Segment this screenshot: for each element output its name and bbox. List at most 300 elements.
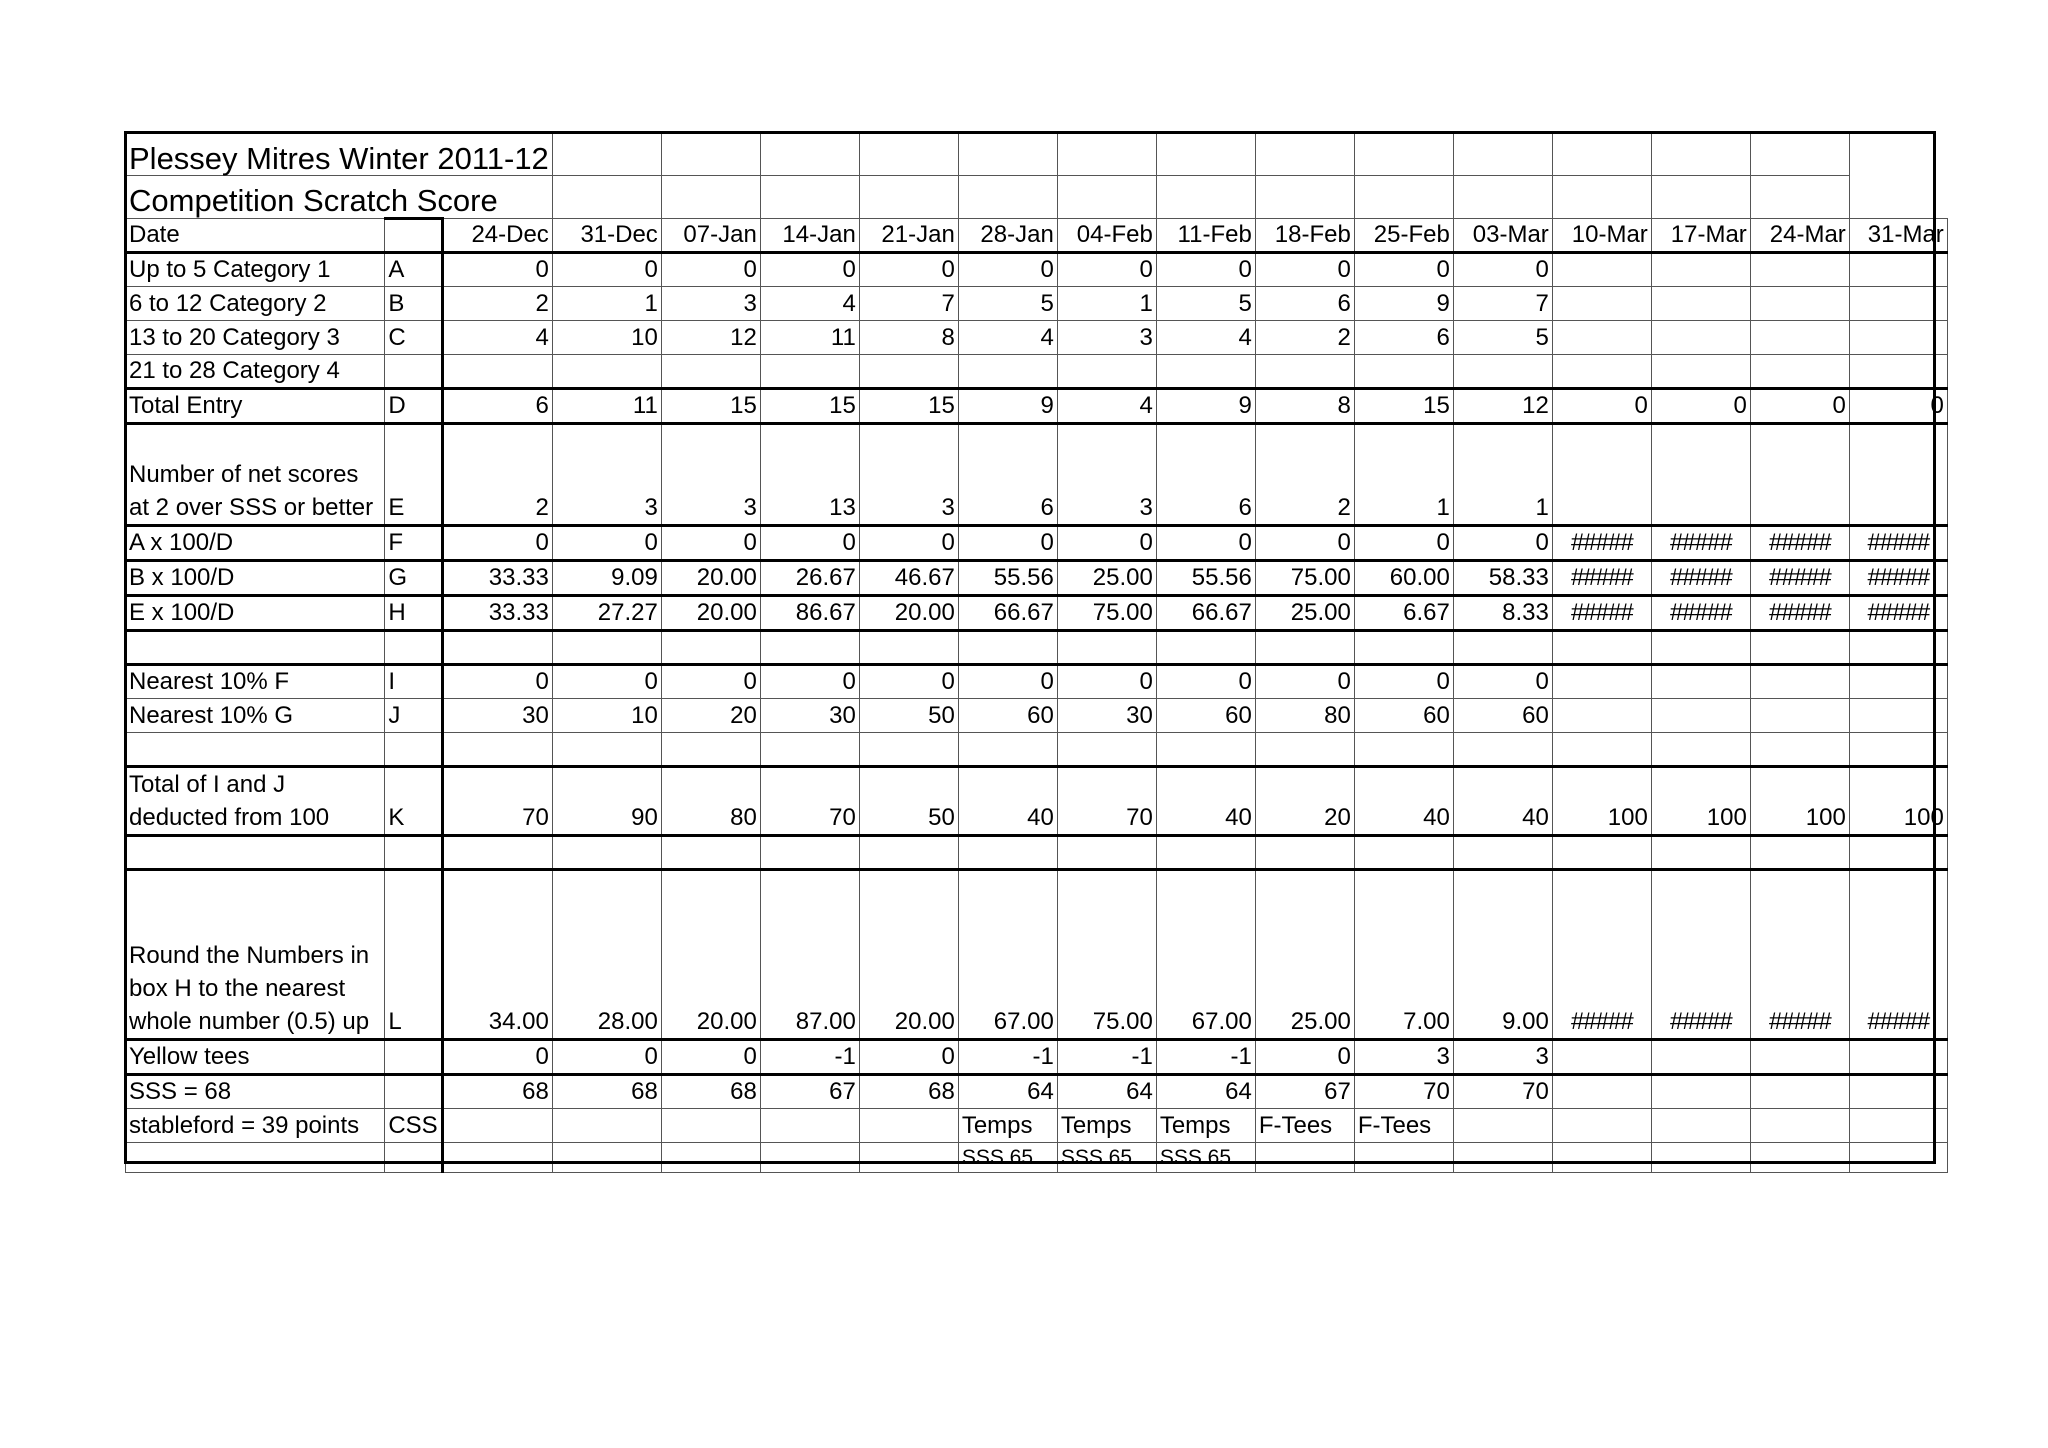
cell xyxy=(1354,176,1453,219)
row-h xyxy=(126,596,1948,631)
sheet-title: Plessey Mitres Winter 2011-12 xyxy=(126,133,553,176)
value-cell: 0 xyxy=(1651,389,1750,424)
value-cell: Temps xyxy=(1156,1109,1255,1143)
date-label: Date xyxy=(126,219,385,253)
value-cell: 0 xyxy=(958,665,1057,699)
value-cell: 67 xyxy=(1255,1075,1354,1109)
value-cell: 67.00 xyxy=(958,870,1057,1040)
value-cell xyxy=(760,355,859,389)
value-cell: 0 xyxy=(1255,665,1354,699)
row-code xyxy=(385,1040,443,1075)
value-cell: 30 xyxy=(1057,699,1156,733)
value-cell: 2 xyxy=(1255,321,1354,355)
value-cell: 0 xyxy=(661,665,760,699)
value-cell: 7 xyxy=(1453,287,1552,321)
value-cell: ##### xyxy=(1651,870,1750,1040)
value-cell xyxy=(1651,733,1750,767)
value-cell xyxy=(1453,1109,1552,1143)
value-cell xyxy=(1849,665,1947,699)
cell xyxy=(1453,176,1552,219)
cell xyxy=(1750,133,1849,176)
date-header: 07-Jan xyxy=(661,219,760,253)
value-cell xyxy=(1849,321,1947,355)
value-cell: 0 xyxy=(1255,1040,1354,1075)
value-cell xyxy=(1750,287,1849,321)
value-cell: 68 xyxy=(552,1075,661,1109)
value-cell xyxy=(760,1143,859,1173)
value-cell: 0 xyxy=(1057,253,1156,287)
value-cell: ##### xyxy=(1849,561,1947,596)
value-cell xyxy=(1651,1143,1750,1173)
value-cell xyxy=(1651,1040,1750,1075)
value-cell: 60 xyxy=(1354,699,1453,733)
value-cell: F-Tees xyxy=(1354,1109,1453,1143)
value-cell: 0 xyxy=(552,253,661,287)
value-cell: ##### xyxy=(1750,561,1849,596)
value-cell xyxy=(1849,1040,1947,1075)
value-cell: 86.67 xyxy=(760,596,859,631)
row-code xyxy=(385,1143,443,1173)
row-j xyxy=(126,699,1948,733)
sheet-subtitle: Competition Scratch Score xyxy=(126,176,553,219)
value-cell: 0 xyxy=(859,253,958,287)
value-cell: 0 xyxy=(958,253,1057,287)
value-cell xyxy=(552,1143,661,1173)
value-cell: 5 xyxy=(958,287,1057,321)
value-cell: 0 xyxy=(661,1040,760,1075)
value-cell: 70 xyxy=(1453,1075,1552,1109)
date-header: 18-Feb xyxy=(1255,219,1354,253)
row-label: 13 to 20 Category 3 xyxy=(126,321,385,355)
row-code xyxy=(385,733,443,767)
value-cell: 6 xyxy=(1354,321,1453,355)
cell xyxy=(552,133,661,176)
value-cell: 0 xyxy=(552,1040,661,1075)
value-cell: 3 xyxy=(661,287,760,321)
value-cell: 1 xyxy=(1354,424,1453,526)
value-cell xyxy=(1057,355,1156,389)
value-cell xyxy=(958,733,1057,767)
value-cell: 75.00 xyxy=(1057,870,1156,1040)
value-cell xyxy=(1750,1109,1849,1143)
value-cell xyxy=(1354,355,1453,389)
row-a xyxy=(126,253,1948,287)
value-cell xyxy=(1750,355,1849,389)
value-cell: 40 xyxy=(1354,767,1453,836)
value-cell: 4 xyxy=(443,321,552,355)
value-cell: 8 xyxy=(859,321,958,355)
value-cell: 70 xyxy=(443,767,552,836)
row-g xyxy=(126,561,1948,596)
value-cell: 20.00 xyxy=(859,870,958,1040)
value-cell: 0 xyxy=(859,1040,958,1075)
value-cell xyxy=(1552,1075,1651,1109)
value-cell: 2 xyxy=(443,424,552,526)
value-cell: 4 xyxy=(1156,321,1255,355)
value-cell: 0 xyxy=(1354,253,1453,287)
value-cell xyxy=(1849,355,1947,389)
value-cell: 0 xyxy=(1354,526,1453,561)
value-cell: 25.00 xyxy=(1255,870,1354,1040)
value-cell: 11 xyxy=(760,321,859,355)
value-cell: 6 xyxy=(443,389,552,424)
value-cell xyxy=(1354,836,1453,870)
value-cell: 46.67 xyxy=(859,561,958,596)
row-label: SSS = 68 xyxy=(126,1075,385,1109)
cell xyxy=(1255,176,1354,219)
value-cell: 0 xyxy=(1156,526,1255,561)
value-cell: 0 xyxy=(1750,389,1849,424)
value-cell: 60 xyxy=(1453,699,1552,733)
value-cell: ##### xyxy=(1651,526,1750,561)
date-header: 17-Mar xyxy=(1651,219,1750,253)
value-cell xyxy=(958,836,1057,870)
value-cell xyxy=(1849,836,1947,870)
row-code: K xyxy=(385,767,443,836)
value-cell: 0 xyxy=(859,665,958,699)
value-cell: ##### xyxy=(1849,596,1947,631)
value-cell xyxy=(443,836,552,870)
value-cell: 7 xyxy=(859,287,958,321)
value-cell xyxy=(1750,733,1849,767)
value-cell: 4 xyxy=(760,287,859,321)
value-cell: 5 xyxy=(1156,287,1255,321)
value-cell: 50 xyxy=(859,767,958,836)
row-code: H xyxy=(385,596,443,631)
value-cell xyxy=(1156,733,1255,767)
value-cell xyxy=(1651,1109,1750,1143)
value-cell xyxy=(1552,836,1651,870)
value-cell: 6 xyxy=(958,424,1057,526)
cell xyxy=(1057,176,1156,219)
value-cell: 30 xyxy=(760,699,859,733)
value-cell: 40 xyxy=(958,767,1057,836)
value-cell: 20.00 xyxy=(661,561,760,596)
date-header: 24-Dec xyxy=(443,219,552,253)
row-stableford xyxy=(126,1109,1948,1143)
value-cell xyxy=(859,1109,958,1143)
value-cell: 0 xyxy=(661,253,760,287)
blank-row xyxy=(126,836,1948,870)
value-cell: 9.00 xyxy=(1453,870,1552,1040)
cell xyxy=(760,176,859,219)
value-cell: 3 xyxy=(1453,1040,1552,1075)
cell xyxy=(1453,133,1552,176)
cell xyxy=(859,176,958,219)
value-cell xyxy=(1453,1143,1552,1173)
value-cell: Temps xyxy=(958,1109,1057,1143)
value-cell: ##### xyxy=(1750,870,1849,1040)
value-cell: 58.33 xyxy=(1453,561,1552,596)
value-cell: Temps xyxy=(1057,1109,1156,1143)
value-cell xyxy=(1849,1075,1947,1109)
value-cell: 20.00 xyxy=(661,870,760,1040)
value-cell: 55.56 xyxy=(958,561,1057,596)
value-cell xyxy=(1057,836,1156,870)
blank-row xyxy=(126,631,1948,665)
value-cell xyxy=(1849,1143,1947,1173)
row-code: B xyxy=(385,287,443,321)
row-label xyxy=(126,1143,385,1173)
value-cell: 15 xyxy=(760,389,859,424)
value-cell xyxy=(661,836,760,870)
value-cell xyxy=(552,355,661,389)
value-cell: 0 xyxy=(859,526,958,561)
value-cell xyxy=(1552,1040,1651,1075)
value-cell: F-Tees xyxy=(1255,1109,1354,1143)
value-cell: 90 xyxy=(552,767,661,836)
value-cell: -1 xyxy=(1156,1040,1255,1075)
value-cell: 100 xyxy=(1651,767,1750,836)
value-cell xyxy=(760,631,859,665)
value-cell: 60 xyxy=(1156,699,1255,733)
value-cell xyxy=(1552,424,1651,526)
value-cell: 6 xyxy=(1156,424,1255,526)
cell xyxy=(1750,176,1849,219)
value-cell xyxy=(1651,836,1750,870)
row-y xyxy=(126,1040,1948,1075)
value-cell xyxy=(1255,836,1354,870)
scratch-score-sheet xyxy=(125,132,1948,1173)
value-cell: 26.67 xyxy=(760,561,859,596)
value-cell xyxy=(552,1109,661,1143)
value-cell: 66.67 xyxy=(1156,596,1255,631)
value-cell: 0 xyxy=(760,253,859,287)
value-cell: 0 xyxy=(958,526,1057,561)
row-code xyxy=(385,836,443,870)
cell xyxy=(1156,133,1255,176)
value-cell: 0 xyxy=(1453,665,1552,699)
row-label: Yellow tees xyxy=(126,1040,385,1075)
value-cell: 40 xyxy=(1156,767,1255,836)
value-cell: SSS 65 xyxy=(958,1143,1057,1173)
date-header: 24-Mar xyxy=(1750,219,1849,253)
value-cell xyxy=(661,631,760,665)
value-cell: SSS 65 xyxy=(1156,1143,1255,1173)
title-row-2 xyxy=(126,176,1948,219)
value-cell: SSS 65 xyxy=(1057,1143,1156,1173)
value-cell: -1 xyxy=(1057,1040,1156,1075)
value-cell: 64 xyxy=(1156,1075,1255,1109)
value-cell: 9 xyxy=(1354,287,1453,321)
value-cell xyxy=(1849,631,1947,665)
cell xyxy=(1651,133,1750,176)
row-label: Nearest 10% F xyxy=(126,665,385,699)
value-cell xyxy=(1255,631,1354,665)
value-cell: 0 xyxy=(1552,389,1651,424)
row-c4 xyxy=(126,355,1948,389)
row-code: A xyxy=(385,253,443,287)
cell xyxy=(958,176,1057,219)
value-cell: 0 xyxy=(760,526,859,561)
value-cell: 5 xyxy=(1453,321,1552,355)
value-cell: 7.00 xyxy=(1354,870,1453,1040)
value-cell xyxy=(1750,1040,1849,1075)
value-cell: 0 xyxy=(552,526,661,561)
cell xyxy=(859,133,958,176)
value-cell xyxy=(1354,733,1453,767)
cell xyxy=(1255,133,1354,176)
value-cell: 28.00 xyxy=(552,870,661,1040)
value-cell: 0 xyxy=(1255,526,1354,561)
value-cell xyxy=(443,631,552,665)
value-cell: 75.00 xyxy=(1255,561,1354,596)
date-header: 14-Jan xyxy=(760,219,859,253)
value-cell: 30 xyxy=(443,699,552,733)
sheet-body xyxy=(126,133,1948,1173)
value-cell xyxy=(443,1143,552,1173)
row-label: Number of net scores at 2 over SSS or better xyxy=(126,424,385,526)
row-code: D xyxy=(385,389,443,424)
value-cell: 40 xyxy=(1453,767,1552,836)
value-cell xyxy=(1750,321,1849,355)
value-cell: 15 xyxy=(859,389,958,424)
value-cell xyxy=(760,733,859,767)
row-notes xyxy=(126,1143,1948,1173)
value-cell: 70 xyxy=(760,767,859,836)
value-cell: 0 xyxy=(1156,253,1255,287)
cell xyxy=(1354,133,1453,176)
row-label: Nearest 10% G xyxy=(126,699,385,733)
value-cell xyxy=(1849,733,1947,767)
value-cell: 55.56 xyxy=(1156,561,1255,596)
value-cell xyxy=(1354,1143,1453,1173)
value-cell: ##### xyxy=(1750,596,1849,631)
value-cell: ##### xyxy=(1849,870,1947,1040)
cell xyxy=(1156,176,1255,219)
value-cell: 100 xyxy=(1750,767,1849,836)
value-cell: 9 xyxy=(1156,389,1255,424)
value-cell: 80 xyxy=(661,767,760,836)
value-cell: 0 xyxy=(1354,665,1453,699)
value-cell: 8.33 xyxy=(1453,596,1552,631)
date-header: 03-Mar xyxy=(1453,219,1552,253)
row-label: 6 to 12 Category 2 xyxy=(126,287,385,321)
date-header: 31-Dec xyxy=(552,219,661,253)
value-cell: 80 xyxy=(1255,699,1354,733)
value-cell xyxy=(1750,665,1849,699)
row-label: A x 100/D xyxy=(126,526,385,561)
value-cell xyxy=(1255,1143,1354,1173)
value-cell: 66.67 xyxy=(958,596,1057,631)
value-cell xyxy=(661,733,760,767)
value-cell xyxy=(859,631,958,665)
value-cell: 67 xyxy=(760,1075,859,1109)
value-cell: 68 xyxy=(443,1075,552,1109)
cell xyxy=(661,176,760,219)
value-cell: 9.09 xyxy=(552,561,661,596)
value-cell xyxy=(661,1109,760,1143)
value-cell xyxy=(1552,665,1651,699)
value-cell xyxy=(1453,733,1552,767)
value-cell xyxy=(1552,287,1651,321)
value-cell: 3 xyxy=(1354,1040,1453,1075)
value-cell: 3 xyxy=(1057,424,1156,526)
value-cell: ##### xyxy=(1552,526,1651,561)
value-cell xyxy=(552,631,661,665)
value-cell: 6 xyxy=(1255,287,1354,321)
value-cell xyxy=(1750,1075,1849,1109)
value-cell xyxy=(1849,424,1947,526)
value-cell: 0 xyxy=(1453,253,1552,287)
value-cell xyxy=(1651,321,1750,355)
row-label xyxy=(126,631,385,665)
value-cell xyxy=(859,355,958,389)
value-cell: 100 xyxy=(1552,767,1651,836)
row-i xyxy=(126,665,1948,699)
value-cell xyxy=(552,836,661,870)
value-cell: 11 xyxy=(552,389,661,424)
value-cell: 0 xyxy=(443,1040,552,1075)
row-code xyxy=(385,355,443,389)
value-cell: 0 xyxy=(760,665,859,699)
value-cell: 20 xyxy=(1255,767,1354,836)
row-code xyxy=(385,1075,443,1109)
value-cell: ##### xyxy=(1552,596,1651,631)
row-k xyxy=(126,767,1948,836)
value-cell xyxy=(1651,424,1750,526)
value-cell: -1 xyxy=(760,1040,859,1075)
value-cell: 0 xyxy=(1453,526,1552,561)
value-cell xyxy=(1156,355,1255,389)
value-cell: 12 xyxy=(661,321,760,355)
value-cell: 20 xyxy=(661,699,760,733)
value-cell: 8 xyxy=(1255,389,1354,424)
value-cell: 87.00 xyxy=(760,870,859,1040)
value-cell: 12 xyxy=(1453,389,1552,424)
row-code: J xyxy=(385,699,443,733)
date-header: 31-Mar xyxy=(1849,219,1947,253)
value-cell: 4 xyxy=(1057,389,1156,424)
value-cell: 25.00 xyxy=(1255,596,1354,631)
value-cell: 0 xyxy=(1156,665,1255,699)
row-label: Up to 5 Category 1 xyxy=(126,253,385,287)
value-cell xyxy=(1849,253,1947,287)
value-cell: 0 xyxy=(1849,389,1947,424)
value-cell: 2 xyxy=(1255,424,1354,526)
row-code: F xyxy=(385,526,443,561)
date-header: 25-Feb xyxy=(1354,219,1453,253)
value-cell xyxy=(1057,631,1156,665)
value-cell xyxy=(760,836,859,870)
row-code: CSS xyxy=(385,1109,443,1143)
title-row-1 xyxy=(126,133,1948,176)
value-cell xyxy=(859,1143,958,1173)
value-cell xyxy=(1552,631,1651,665)
cell xyxy=(1057,133,1156,176)
value-cell: 100 xyxy=(1849,767,1947,836)
date-header: 10-Mar xyxy=(1552,219,1651,253)
value-cell xyxy=(859,836,958,870)
row-label xyxy=(126,836,385,870)
value-cell xyxy=(1750,253,1849,287)
value-cell: 60.00 xyxy=(1354,561,1453,596)
value-cell: 0 xyxy=(443,253,552,287)
value-cell: 33.33 xyxy=(443,561,552,596)
value-cell: 10 xyxy=(552,321,661,355)
value-cell xyxy=(958,631,1057,665)
row-d xyxy=(126,389,1948,424)
cell xyxy=(1552,133,1651,176)
value-cell xyxy=(1849,699,1947,733)
value-cell xyxy=(1651,1075,1750,1109)
value-cell xyxy=(552,733,661,767)
row-c xyxy=(126,321,1948,355)
value-cell xyxy=(1849,1109,1947,1143)
value-cell xyxy=(1750,631,1849,665)
value-cell xyxy=(760,1109,859,1143)
value-cell xyxy=(1552,1109,1651,1143)
